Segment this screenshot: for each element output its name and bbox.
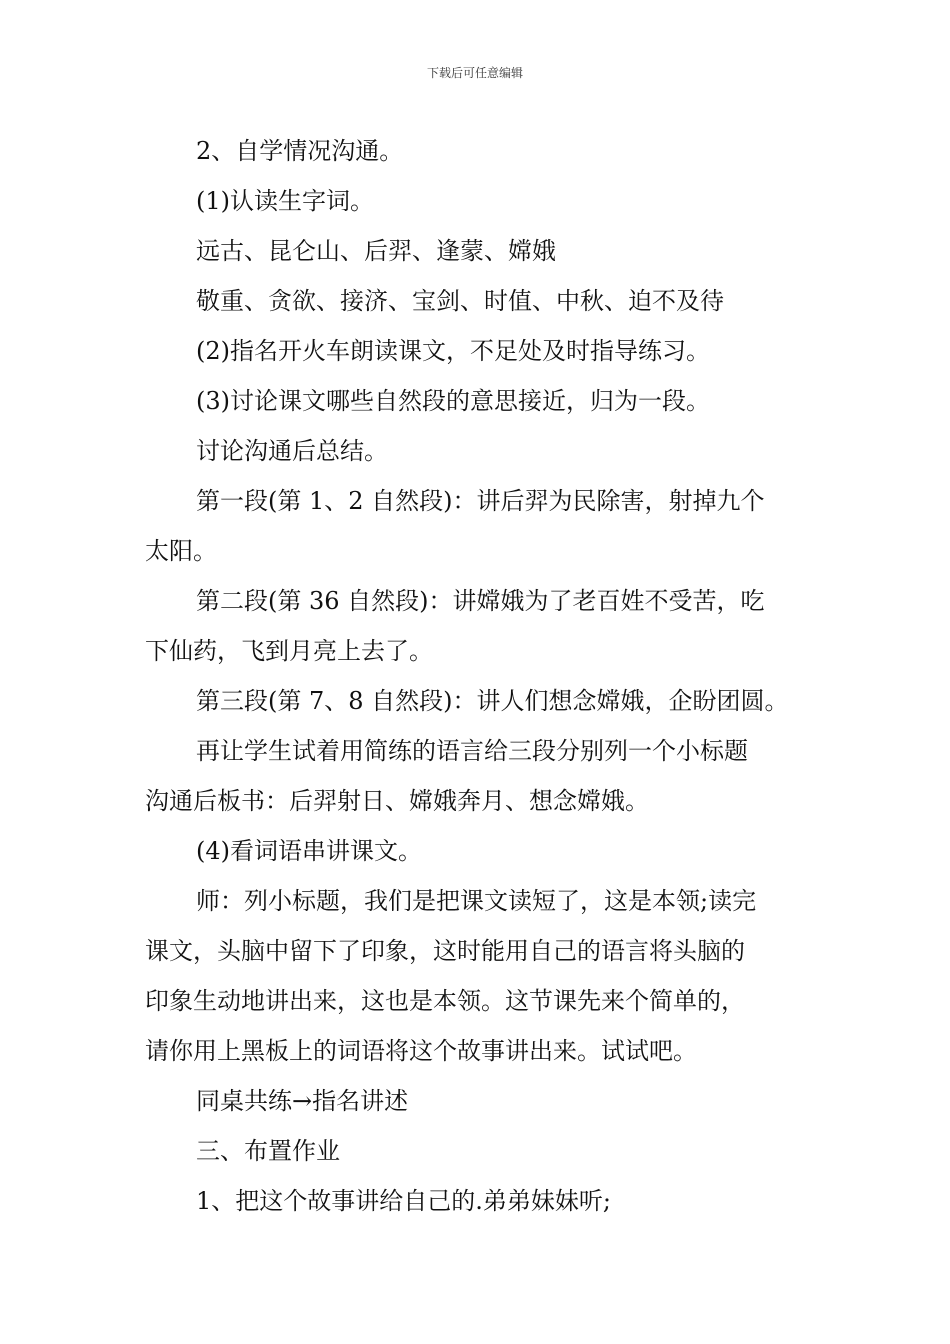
text-line: 师：列小标题，我们是把课文读短了，这是本领;读完: [196, 887, 757, 915]
text-line: 1、把这个故事讲给自己的.弟弟妹妹听;: [196, 1187, 611, 1215]
text-line: 印象生动地讲出来，这也是本领。这节课先来个简单的，: [145, 987, 745, 1015]
text-line: 第三段(第 7、8 自然段)：讲人们想念嫦娥，企盼团圆。: [196, 687, 789, 715]
text-line: (1)认读生字词。: [196, 187, 374, 215]
text-line: 同桌共练→指名讲述: [196, 1087, 409, 1115]
page-header: 下载后可任意编辑: [426, 66, 523, 80]
text-line: (3)讨论课文哪些自然段的意思接近，归为一段。: [196, 387, 710, 415]
text-line: 2、自学情况沟通。: [196, 137, 404, 165]
text-line: 远古、昆仑山、后羿、逢蒙、嫦娥: [196, 237, 556, 265]
text-line: 三、布置作业: [196, 1137, 340, 1165]
document-body: [145, 126, 813, 1226]
text-line: 敬重、贪欲、接济、宝剑、时值、中秋、迫不及待: [196, 287, 724, 315]
text-line: 沟通后板书：后羿射日、嫦娥奔月、想念嫦娥。: [145, 787, 649, 815]
text-line: 课文，头脑中留下了印象，这时能用自己的语言将头脑的: [145, 937, 745, 965]
text-line: 讨论沟通后总结。: [196, 437, 388, 465]
text-line: 请你用上黑板上的词语将这个故事讲出来。试试吧。: [145, 1037, 697, 1065]
text-line: 第一段(第 1、2 自然段)：讲后羿为民除害，射掉九个: [196, 487, 765, 515]
text-line: 下仙药，飞到月亮上去了。: [145, 637, 433, 665]
text-line: (2)指名开火车朗读课文，不足处及时指导练习。: [196, 337, 710, 365]
text-line: 太阳。: [145, 537, 217, 565]
text-line: (4)看词语串讲课文。: [196, 837, 422, 865]
text-line: 再让学生试着用简练的语言给三段分别列一个小标题: [196, 737, 748, 765]
text-line: 第二段(第 36 自然段)：讲嫦娥为了老百姓不受苦，吃: [196, 587, 765, 615]
